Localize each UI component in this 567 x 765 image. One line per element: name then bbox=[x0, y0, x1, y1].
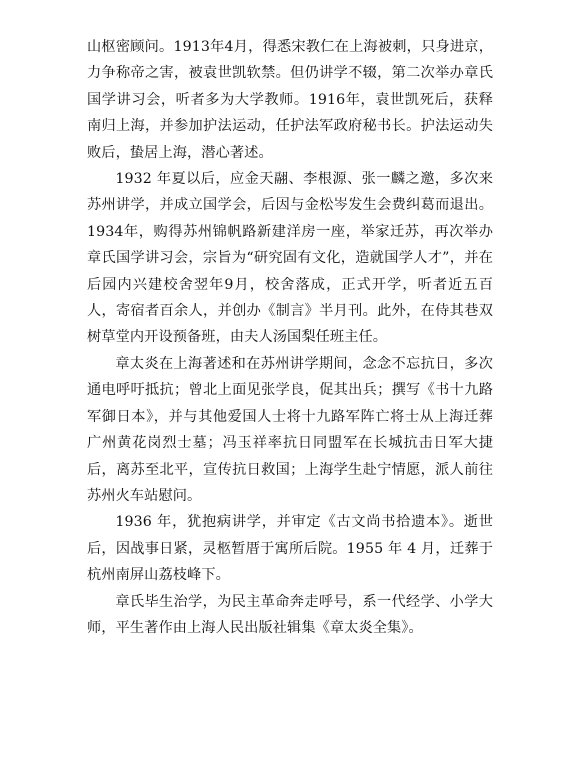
paragraph-3: 章太炎在上海著述和在苏州讲学期间，念念不忘抗日，多次通电呼吁抵抗；曾北上面见张学良，促其出兵；撰写《书十九路军御日本》，并与其他爱国人士将十九路军阵亡将士从上海迁葬广州黄花岗烈士墓；冯玉祥率抗日同盟军在长城抗击日军大捷后，离苏至北平，宣传抗日救国；上海学生赴宁情愿，派人前往苏州火车站慰问。 bbox=[87, 355, 493, 504]
paragraph-5: 章氏毕生治学，为民主革命奔走呼号，系一代经学、小学大师，平生著作由上海人民出版社辑集《章太炎全集》。 bbox=[87, 593, 493, 636]
paragraph-4: 1936 年，犹抱病讲学，并审定《古文尚书拾遗本》。逝世后，因战事日紧，灵柩暂厝于寓所后院。1955 年 4 月，迁葬于杭州南屏山荔枝峰下。 bbox=[87, 514, 493, 584]
paragraph-1: 山枢密顾问。1913年4月，得悉宋教仁在上海被刺，只身进京，力争称帝之害，被袁世凯软禁。但仍讲学不辍，第二次举办章氏国学讲习会，听者多为大学教师。1916年，袁世凯死后，获释南归上海，并参加护法运动，任护法军政府秘书长。护法运动失败后，蛰居上海，潜心著述。 bbox=[87, 39, 493, 161]
document-body bbox=[87, 34, 493, 641]
paragraph-2: 1932 年夏以后，应金天翮、李根源、张一麟之邀，多次来苏州讲学，并成立国学会，后因与金松岑发生会费纠葛而退出。1934年，购得苏州锦帆路新建洋房一座，举家迁苏，再次举办章氏国学讲习会，宗旨为“研究固有文化，造就国学人才”，并在后园内兴建校舍翌年9月，校舍落成，正式开学，听者近五百人，寄宿者百余人，并创办《制言》半月刊。此外，在侍其巷双树草堂内开设预备班，由夫人汤国梨任班主任。 bbox=[87, 171, 493, 346]
